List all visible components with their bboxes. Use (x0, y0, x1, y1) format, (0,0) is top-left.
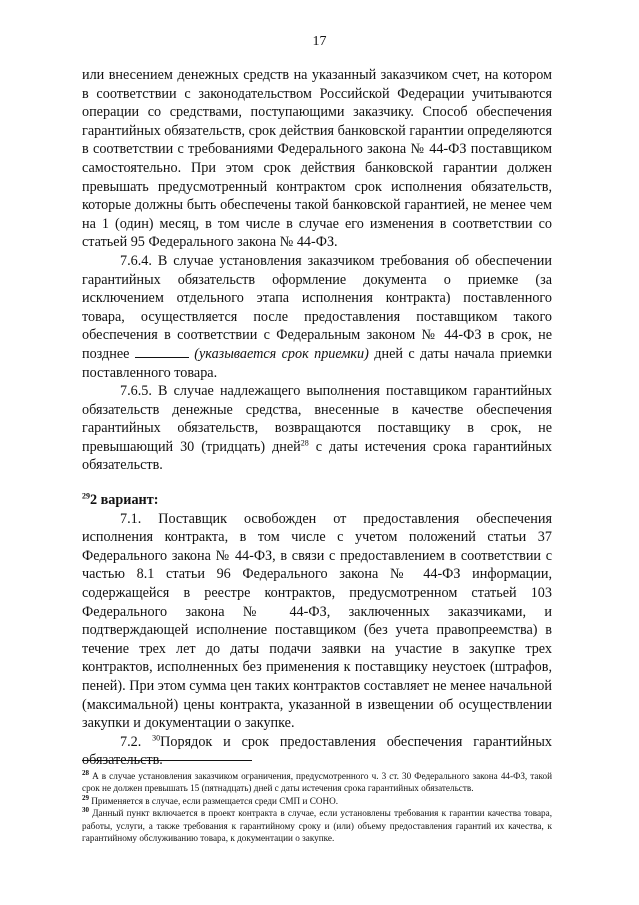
clause-7-6-4-italic: (указывается срок приемки) (194, 345, 369, 362)
blank-line (135, 345, 189, 358)
variant-heading (82, 491, 552, 510)
footnote-number: 29 (82, 793, 89, 802)
footnote-28 (82, 770, 552, 795)
clause-7-6-5-text: 7.6.5. В случае надлежащего выполнения поставщиком гарантийных обязательств денежные средства, внесенные в качестве обеспечения гарантийных обязательств, возвращаются поставщику в срок, не превышающий 30 (тридцать) дней (82, 383, 552, 455)
footnote-ref-28: 28 (300, 438, 309, 448)
clause-7-1: 7.1. Поставщик освобожден от предоставления обеспечения исполнения контракта, в том числе с учетом положений статьи 37 Федерального закона № 44-ФЗ, в связи с предоставлением в соответствии с частью 8.1 статьи 96 Федерального закона № 44-ФЗ информации, содержащейся в реестре контрактов, предусмотренном статьей 103 Федерального закона № 44-ФЗ, заключенных заказчиками, и подтверждающей исполнение поставщиком (без учета правопреемства) в течение трех лет до даты подачи заявки на участие в закупке трех контрактов, исполненных без применения к поставщику неустоек (штрафов, пеней). При этом сумма цен таких контрактов составляет не менее начальной (максимальной) цены контракта, указанной в извещении об осуществлении закупки и документации о закупке. (82, 510, 552, 732)
clause-7-6-4 (82, 252, 552, 382)
footnote-ref-29: 29 (82, 491, 90, 501)
footnote-30 (82, 807, 552, 844)
clause-7-6-4-text: 7.6.4. В случае установления заказчиком требования об обеспечении гарантийных обязательств оформление документа о приемке (за исключением отдельного этапа исполнения контракта) поставленного товара, осуществляется после предоставления поставщиком такого обеспечения в соответствии с Федеральным законом № 44-ФЗ в срок, не позднее (82, 252, 552, 362)
clause-7-6-4-text-end: дней с даты начала приемки поставленного товара. (82, 345, 553, 381)
main-text (82, 66, 552, 770)
page-number: 17 (312, 34, 327, 49)
footnote-divider (82, 760, 252, 761)
footnote-number: 28 (82, 768, 89, 777)
footnote-text: Данный пункт включается в проект контракта в случае, если установлены требования к гарантии качества товара, работы, услуги, а также требования к гарантийному сроку и (или) объему предоставления гарантий их качества, к гарантийному обслуживанию товара, к документации о закупке. (82, 808, 552, 844)
clause-7-2-text: Порядок и срок предоставления обеспечения гарантийных обязательств. (82, 733, 553, 769)
clause-7-2-number: 7.2. (120, 733, 142, 750)
clause-7-6-5 (82, 382, 552, 475)
footnote-29 (82, 795, 552, 807)
footnote-text: Применяется в случае, если размещается среди СМП и СОНО. (91, 795, 339, 806)
footnote-ref-30: 30 (152, 733, 161, 743)
footnote-text: А в случае установления заказчиком ограничения, предусмотренного ч. 3 ст. 30 Федерального закона 44-ФЗ, такой срок не должен превышать 15 (пятнадцать) дней с даты истечения срока гарантийных обязательств. (82, 771, 553, 794)
footnote-number: 30 (82, 806, 89, 815)
variant-heading-text: 2 вариант: (90, 492, 159, 509)
continuation-paragraph: или внесением денежных средств на указанный заказчиком счет, на котором в соответствии с законодательством Российской Федерации учитываются операции со средствами, поступающими заказчику. Способ обеспечения гарантийных обязательств, срок действия банковской гарантии определяются в соответствии с требованиями Федерального закона № 44-ФЗ поставщиком самостоятельно. При этом срок действия банковской гарантии должен превышать предусмотренный контрактом срок исполнения обязательств, которые должны быть обеспечены такой банковской гарантией, не менее чем на 1 (один) месяц, в том числе в случае его изменения в соответствии со статьей 95 Федерального закона № 44-ФЗ. (82, 67, 552, 251)
clause-7-6-5-text-end: с даты истечения срока гарантийных обязательств. (82, 438, 553, 474)
footnotes (82, 770, 552, 844)
clause-7-2 (82, 733, 552, 770)
